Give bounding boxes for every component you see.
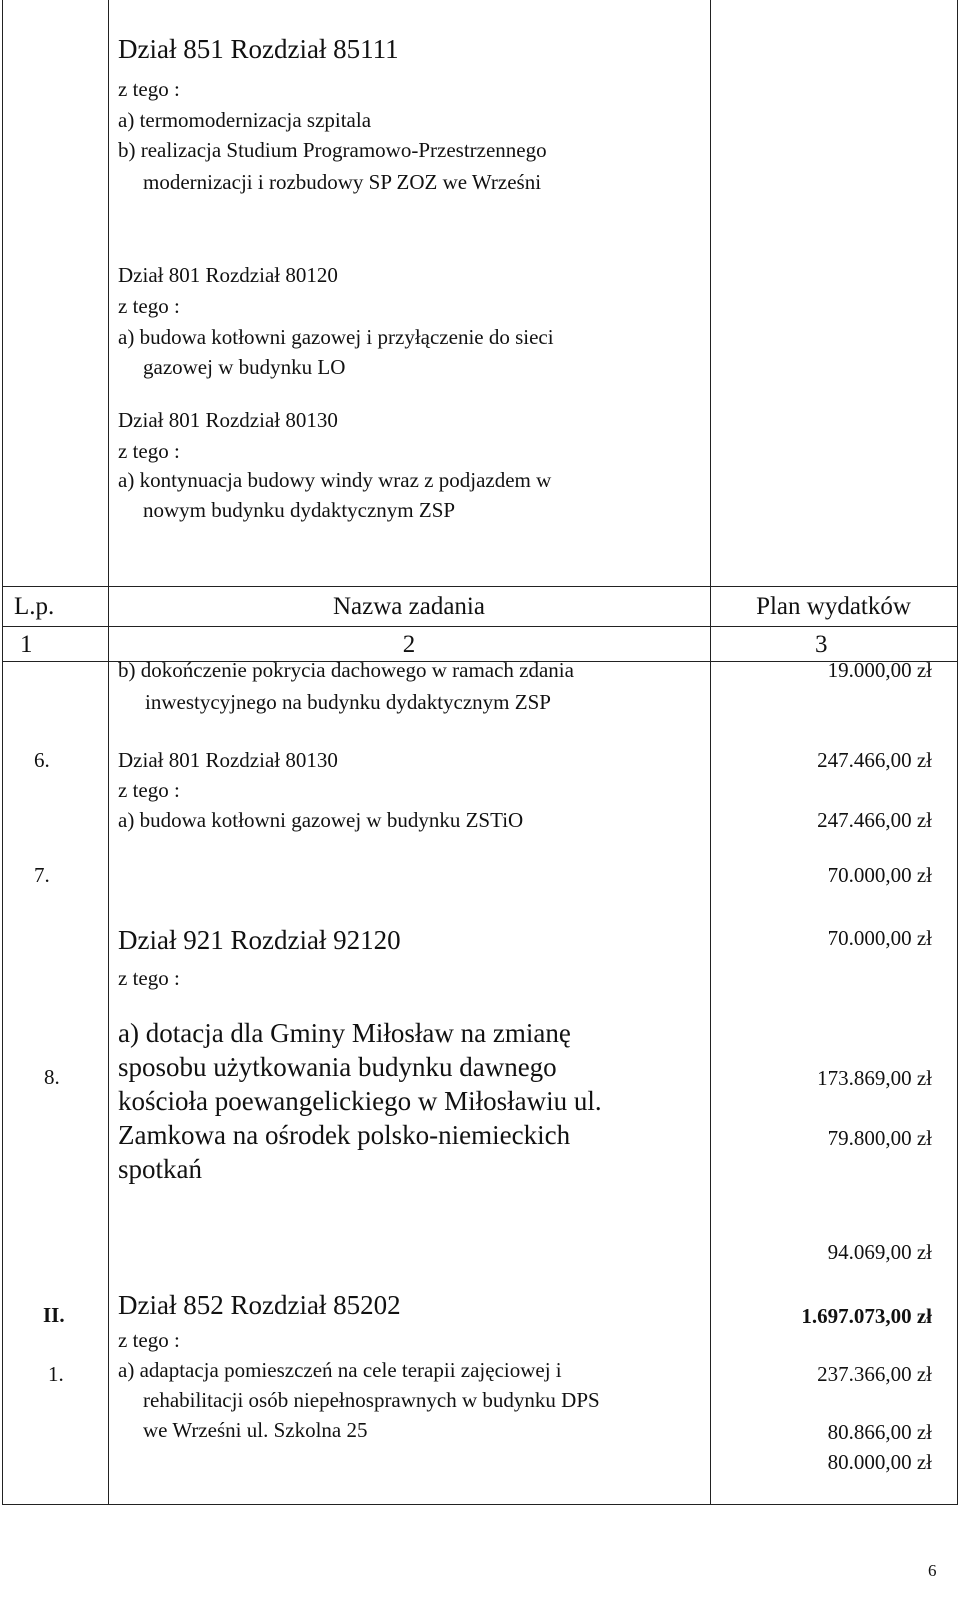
row7-amount-total: 70.000,00 zł	[827, 863, 932, 887]
block-80120-item-a-line1: a) budowa kotłowni gazowej i przyłączenie do sieci	[118, 325, 554, 349]
table-rule-header-mid	[2, 626, 958, 627]
table-divider-plan	[710, 0, 711, 1505]
row1-amount-2: 80.866,00 zł	[827, 1420, 932, 1444]
table-border-left	[2, 0, 3, 1505]
row1-amount-1: 237.366,00 zł	[817, 1362, 932, 1386]
block-80130-heading: Dział 801 Rozdział 80130	[118, 408, 338, 432]
row-b-line1: b) dokończenie pokrycia dachowego w ramach zdania	[118, 658, 574, 682]
row1-lp: 1.	[48, 1362, 64, 1386]
header-plan: Plan wydatków	[756, 593, 911, 620]
block-851-z-tego: z tego :	[118, 77, 180, 101]
table-rule-header-top	[2, 586, 958, 587]
row6-item-a: a) budowa kotłowni gazowej w budynku ZSTiO	[118, 808, 524, 832]
row6-lp: 6.	[34, 748, 50, 772]
page-number: 6	[928, 1561, 937, 1580]
rowII-heading: Dział 852 Rozdział 85202	[118, 1290, 401, 1320]
table-border-right	[957, 0, 958, 1505]
block-851-item-a: a) termomodernizacja szpitala	[118, 108, 372, 132]
table-rule-bottom	[2, 1504, 958, 1505]
rowII-amount-total: 1.697.073,00 zł	[801, 1304, 932, 1328]
block-80120-item-a-line2: gazowej w budynku LO	[143, 355, 346, 379]
block-851-item-b-line2: modernizacji i rozbudowy SP ZOZ we Wrześni	[143, 170, 542, 194]
header-nazwa: Nazwa zadania	[333, 593, 485, 620]
block-851-item-b-line1: b) realizacja Studium Programowo-Przestrzennego	[118, 138, 547, 162]
row7-item-a-line3: kościoła poewangelickiego w Miłosławiu ul.	[118, 1086, 602, 1116]
header-num-3: 3	[815, 631, 828, 658]
row7-item-a-line4: Zamkowa na ośrodek polsko-niemieckich	[118, 1120, 571, 1150]
block-80120-z-tego: z tego :	[118, 294, 180, 318]
row7-item-a-line2: sposobu użytkowania budynku dawnego	[118, 1052, 557, 1082]
row6-amount-total: 247.466,00 zł	[817, 748, 932, 772]
block-80130-item-a-line1: a) kontynuacja budowy windy wraz z podjazdem w	[118, 468, 552, 492]
row7-item-a-line5: spotkań	[118, 1154, 202, 1184]
row7-lp: 7.	[34, 863, 50, 887]
row6-amount-a: 247.466,00 zł	[817, 808, 932, 832]
row-b-line2: inwestycyjnego na budynku dydaktycznym ZSP	[145, 690, 551, 714]
row8-amount-1: 173.869,00 zł	[817, 1066, 932, 1090]
row7-item-a-line1: a) dotacja dla Gminy Miłosław na zmianę	[118, 1018, 571, 1048]
row6-z-tego: z tego :	[118, 778, 180, 802]
rowII-lp: II.	[43, 1303, 65, 1327]
row6-heading: Dział 801 Rozdział 80130	[118, 748, 338, 772]
row7-heading: Dział 921 Rozdział 92120	[118, 925, 401, 955]
block-80130-z-tego: z tego :	[118, 439, 180, 463]
row8-lp: 8.	[44, 1065, 60, 1089]
block-851-heading: Dział 851 Rozdział 85111	[118, 34, 399, 64]
row1-item-a-line3: we Wrześni ul. Szkolna 25	[143, 1418, 368, 1442]
row8-amount-2: 79.800,00 zł	[827, 1126, 932, 1150]
row8-amount-3: 94.069,00 zł	[827, 1240, 932, 1264]
table-divider-lp	[108, 0, 109, 1505]
row7-amount-a: 70.000,00 zł	[827, 926, 932, 950]
row1-item-a-line1: a) adaptacja pomieszczeń na cele terapii zajęciowej i	[118, 1358, 562, 1382]
header-num-2: 2	[402, 631, 416, 658]
row-b-amount: 19.000,00 zł	[827, 658, 932, 682]
row1-item-a-line2: rehabilitacji osób niepełnosprawnych w budynku DPS	[143, 1388, 600, 1412]
block-80120-heading: Dział 801 Rozdział 80120	[118, 263, 338, 287]
row1-z-tego: z tego :	[118, 1328, 180, 1352]
row1-amount-3: 80.000,00 zł	[827, 1450, 932, 1474]
block-80130-item-a-line2: nowym budynku dydaktycznym ZSP	[143, 498, 456, 522]
row7-z-tego: z tego :	[118, 966, 180, 990]
header-lp: L.p.	[14, 593, 55, 620]
header-num-1: 1	[20, 631, 33, 658]
